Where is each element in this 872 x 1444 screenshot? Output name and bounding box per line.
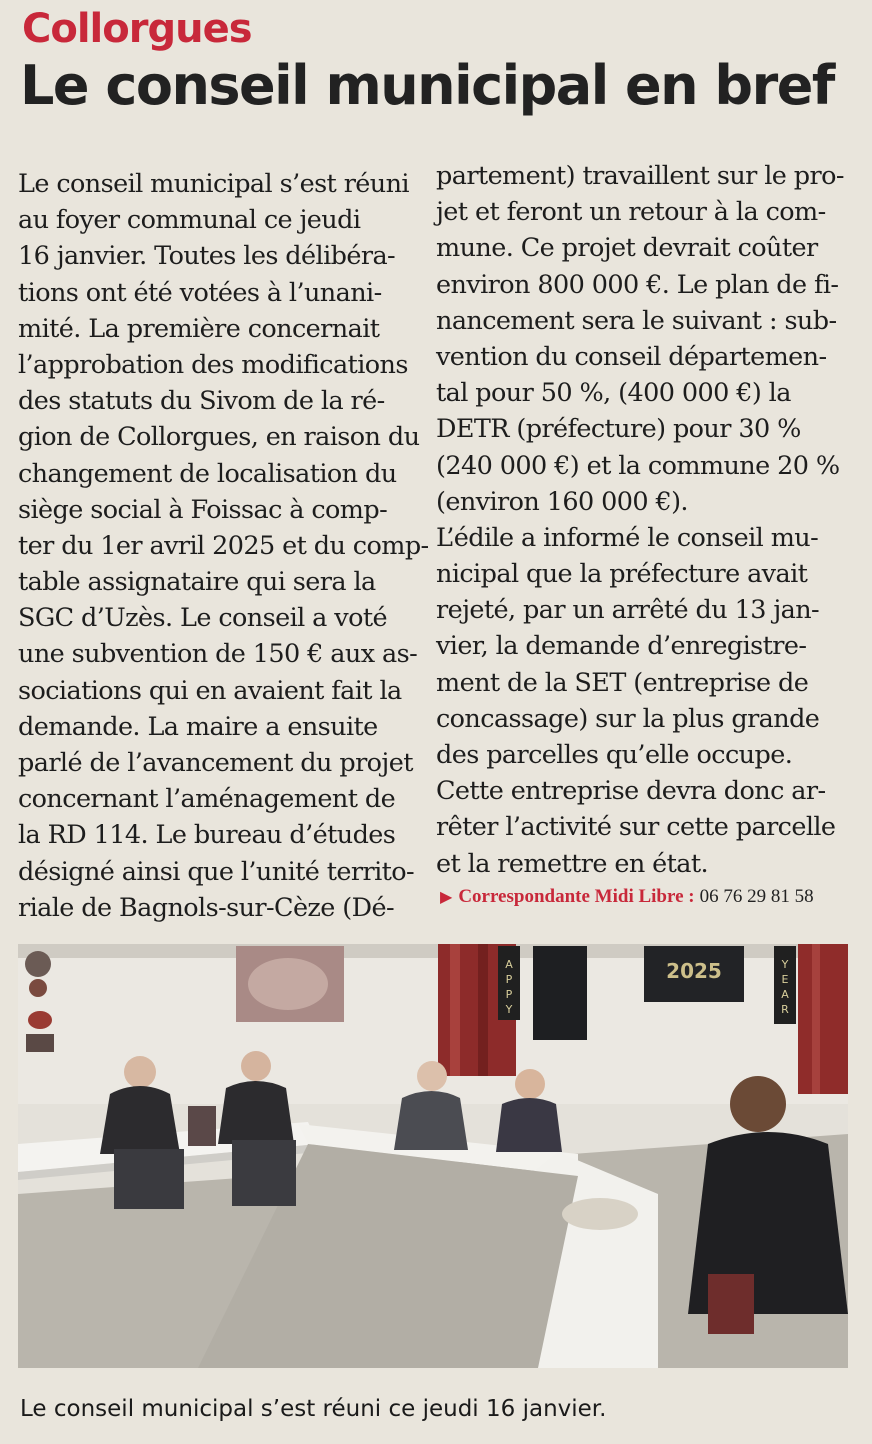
article-text-line: ment de la SET (entreprise de (436, 667, 809, 698)
article-text-line: sociations qui en avaient fait la (18, 675, 402, 706)
banner-left-text: A P P Y (505, 958, 513, 1016)
article-photo (18, 944, 848, 1368)
article-text-line: L’édile a informé le conseil mu- (436, 522, 819, 553)
article-text-line: une subvention de 150 € aux as- (18, 639, 418, 670)
article-text-line: mité. La première concernait (18, 313, 380, 344)
article-text-line: changement de localisation du (18, 458, 397, 489)
article-text-line: Cette entreprise devra donc ar- (436, 776, 826, 807)
article-text-line: ter du 1er avril 2025 et du comp- (18, 530, 429, 561)
article-text-line: tions ont été votées à l’unani- (18, 277, 382, 308)
article-text-line: 16 janvier. Toutes les délibéra- (18, 241, 396, 272)
article-text-line: et la remettre en état. (436, 848, 709, 879)
article-text-line: demande. La maire a ensuite (18, 711, 378, 742)
article-text-line: mune. Ce projet devrait coûter (436, 233, 818, 264)
photo-caption: Le conseil municipal s’est réuni ce jeudi 16 janvier. (20, 1396, 607, 1422)
article-text-line: rejeté, par un arrêté du 13 jan- (436, 595, 820, 626)
article-text-line: concassage) sur la plus grande (436, 703, 820, 734)
article-text-line: Le conseil municipal s’est réuni (18, 169, 409, 199)
article-text-line: vention du conseil départemen- (436, 341, 827, 372)
byline-phone: 06 76 29 81 58 (699, 886, 814, 907)
article-text-line: rêter l’activité sur cette parcelle (436, 812, 836, 843)
article-column-right (436, 158, 850, 882)
article-text-line: l’approbation des modifications (18, 349, 408, 380)
article-text-line: DETR (préfecture) pour 30 % (436, 414, 801, 445)
article-text-line: parlé de l’avancement du projet (18, 748, 413, 778)
article-text-line: vier, la demande d’enregistre- (436, 631, 807, 662)
article-text-line: des parcelles qu’elle occupe. (436, 740, 793, 770)
article-text-line: table assignataire qui sera la (18, 567, 376, 598)
meeting-room-photo (18, 944, 848, 1368)
article-text-line: au foyer communal ce jeudi (18, 205, 361, 236)
triangle-right-icon: ▶ (440, 889, 453, 906)
byline-label: Correspondante Midi Libre : (458, 886, 695, 907)
section-kicker: Collorgues (22, 6, 252, 52)
article-headline: Le conseil municipal en bref (20, 54, 834, 117)
article-text-line: (environ 160 000 €). (436, 486, 688, 517)
article-text-line: (240 000 €) et la commune 20 % (436, 450, 840, 481)
article-text-line: concernant l’aménagement de (18, 784, 396, 815)
article-text-line: partement) travaillent sur le pro- (436, 161, 844, 191)
article-column-left (18, 166, 429, 926)
article-text-line: désigné ainsi que l’unité territo- (18, 856, 415, 887)
banner-right-text: Y E A R (781, 958, 789, 1016)
article-text-line: siège social à Foissac à comp- (18, 494, 388, 525)
banner-year-text: 2025 (666, 959, 722, 983)
article-text-line: jet et feront un retour à la com- (436, 197, 826, 228)
article-text-line: nancement sera le suivant : sub- (436, 305, 837, 336)
article-text-line: riale de Bagnols-sur-Cèze (Dé- (18, 892, 394, 923)
article-text-line: tal pour 50 %, (400 000 €) la (436, 378, 791, 409)
article-text-line: la RD 114. Le bureau d’études (18, 820, 396, 851)
article-text-line: nicipal que la préfecture avait (436, 559, 808, 590)
article-text-line: SGC d’Uzès. Le conseil a voté (18, 603, 387, 634)
article-text-line: environ 800 000 €. Le plan de fi- (436, 269, 839, 300)
byline (440, 886, 814, 908)
article-text-line: gion de Collorgues, en raison du (18, 422, 420, 453)
article-text-line: des statuts du Sivom de la ré- (18, 386, 385, 417)
